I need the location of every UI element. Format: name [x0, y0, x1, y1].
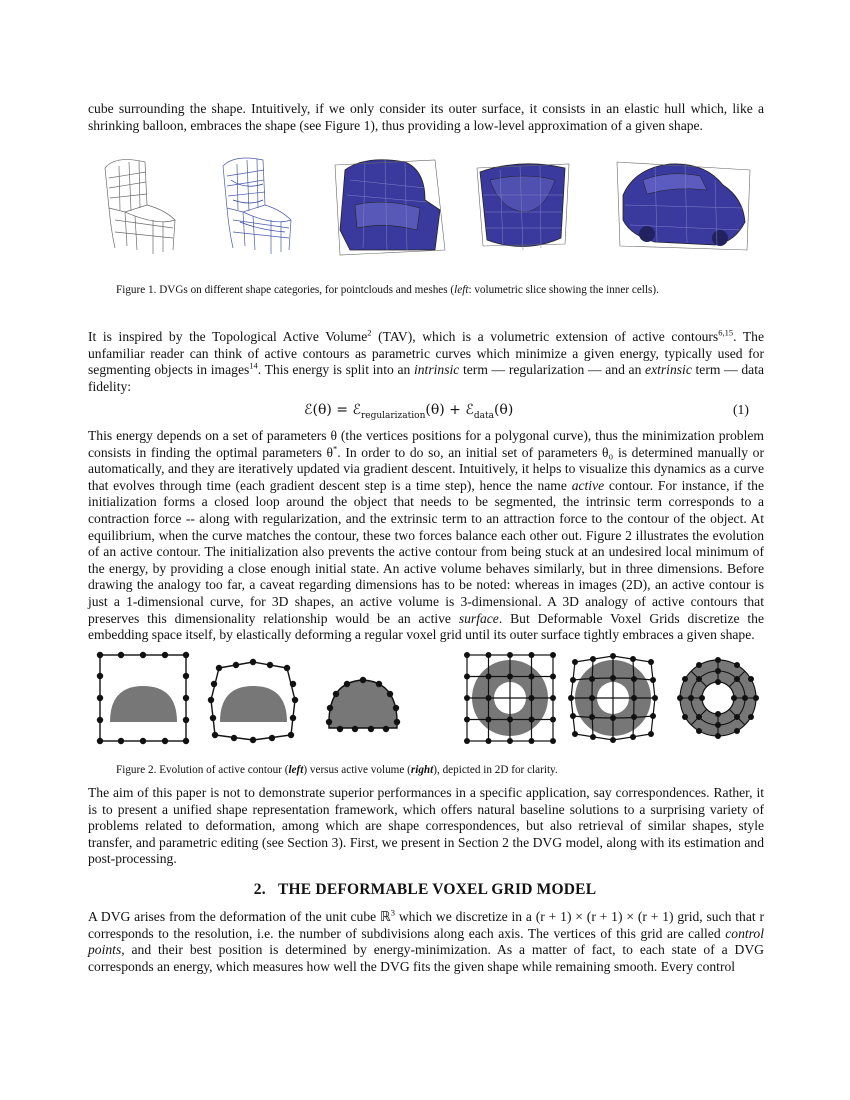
figure-1-images	[95, 150, 755, 260]
equation-body: ℰ(θ) = ℰ$_{regularization}$(θ) + ℰ$_{data}$(θ)	[304, 402, 514, 421]
armchair-mesh	[335, 160, 445, 255]
active-contour-step-2	[208, 659, 298, 743]
car-mesh	[617, 162, 750, 250]
aim-paragraph: The aim of this paper is not to demonstrate superior performances in a specific application, say correspondences. Rather, it is to present a unified shape representation framework, which offers natural baseline solutions to a surprising variety of problems related to deformation, among which are shape correspondences, but also retrieval of similar shapes, style transfer, and parametric editing (see Section 3). First, we present in Section 2 the DVG model, along with its estimation and post-processing.	[88, 785, 764, 867]
dvg-paragraph: A DVG arises from the deformation of the unit cube ℝ$^3$ which we discretize in a (r + 1) × (r + 1) × (r + 1) grid, such that r corresponds to the resolution, i.e. the number of subdivisions along each axis. The vertices of this grid are called control points, and their best position is determined by energy-minimization. As a matter of fact, to each state of a DVG corresponds an energy, which measures how well the DVG fits the given shape while remaining smooth. Every control	[88, 907, 764, 974]
active-volume-step-1	[464, 652, 556, 744]
figure-2-images	[95, 650, 765, 750]
active-contour-step-1	[97, 652, 189, 744]
section-2-heading: 2. THE DEFORMABLE VOXEL GRID MODEL	[253, 881, 597, 898]
figure-1-caption: Figure 1. DVGs on different shape categories, for pointclouds and meshes (left: volumetric slice showing the inner cells).	[116, 284, 659, 296]
tav-paragraph: It is inspired by the Topological Active Volume$^2$ (TAV), which is a volumetric extension of active contours$^{6,15}$. The unfamiliar reader can think of active contours as parametric curves which minimize a given energy, typically used for segmenting objects in images$^{14}$. This energy is split into an intrinsic term — regularization — and an extrinsic term — data fidelity:	[88, 327, 765, 394]
chair-wireframe	[105, 160, 175, 254]
active-contour-step-3	[326, 677, 400, 732]
tub-chair-mesh	[477, 164, 569, 250]
active-volume-step-3	[677, 657, 759, 739]
figure-2-caption: Figure 2. Evolution of active contour (left) versus active volume (right), depicted in 2D for clarity.	[116, 764, 558, 776]
chair-inner-cells	[223, 158, 291, 254]
equation-1	[0, 402, 850, 422]
energy-paragraph: This energy depends on a set of parameters θ (the vertices positions for a polygonal curve), thus the minimization problem consists in finding the optimal parameters θ*. In order to do so, an initial set of parameters θ₀ is determined manually or automatically, and they are iteratively updated via gradient descent. Intuitively, it helps to visualize this dynamics as a curve that evolves through time (each gradient descent step is a time step), hence the name active contour. For instance, if the initialization forms a closed loop around the object that needs to be segmented, the intrinsic term corresponds to a contraction force -- along with regularization, and the extrinsic term to an attraction force to the contour of the object. At equilibrium, when the curve matches the contour, these two forces balance each other out. Figure 2 illustrates the evolution of an active contour. The initialization also prevents the active contour from being stuck at an undesired local minimum of the energy, by providing a close enough initial state. An active volume behaves similarly, but in three dimensions. Before drawing the analogy too far, a caveat regarding dimensions has to be noted: whereas in images (2D), an active contour is just a 1-dimensional curve, for 3D shapes, an active volume is 3-dimensional. A 3D analogy of active contours that preserves this dimensionality relationship would be an active surface. But Deformable Voxel Grids discretize the embedding space itself, by elastically deforming a regular voxel grid until its outer surface tightly embraces a given shape.	[88, 428, 765, 643]
intro-paragraph: cube surrounding the shape. Intuitively, if we only consider its outer surface, it consists in an elastic hull which, like a shrinking balloon, embraces the shape (see Figure 1), thus providing a low-level approximation of a given shape.	[88, 101, 764, 133]
equation-number: (1)	[733, 402, 749, 417]
active-volume-step-2	[568, 653, 658, 743]
